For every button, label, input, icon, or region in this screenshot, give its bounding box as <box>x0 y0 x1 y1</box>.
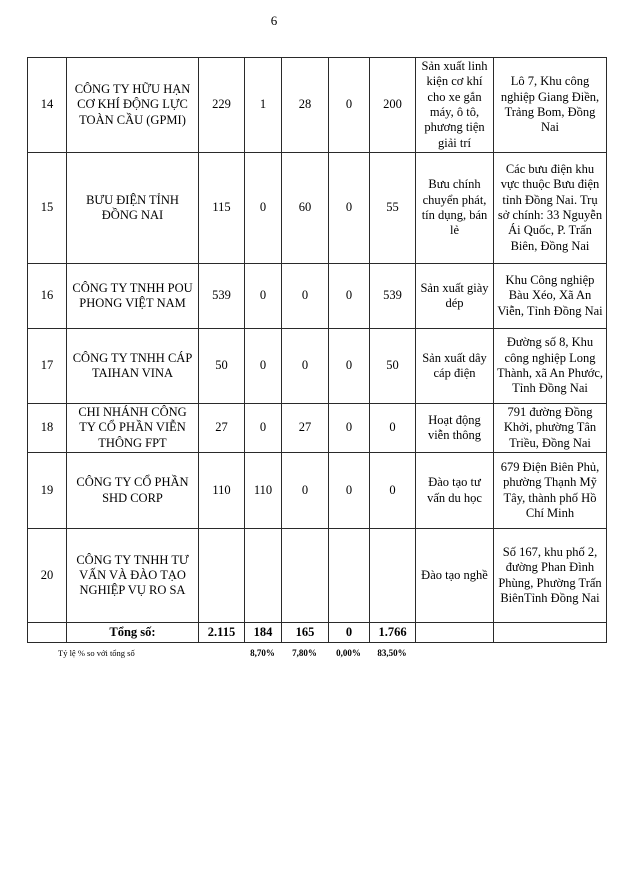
table-row <box>28 529 607 623</box>
table-row <box>28 453 607 529</box>
cell-industry: Sản xuất giày dép <box>416 264 494 329</box>
cell-num-2: 0 <box>282 264 329 329</box>
cell-num-3: 0 <box>329 453 370 529</box>
cell-address: Đường số 8, Khu công nghiệp Long Thành, xã An Phước, Tỉnh Đồng Nai <box>494 329 607 404</box>
cell-industry: Hoạt động viễn thông <box>416 404 494 453</box>
cell-num-4: 55 <box>370 153 416 264</box>
cell-num-3 <box>329 529 370 623</box>
cell-total: 229 <box>199 58 245 153</box>
table-row <box>28 404 607 453</box>
cell-num-1: 110 <box>245 453 282 529</box>
cell-total: 110 <box>199 453 245 529</box>
cell-row-number: 18 <box>28 404 67 453</box>
cell-industry: Sản xuất linh kiện cơ khí cho xe gắn máy, ô tô, phương tiện giải trí <box>416 58 494 153</box>
table-row <box>28 264 607 329</box>
cell-num-2: 0 <box>282 329 329 404</box>
cell-company-name: CÔNG TY TNHH CÁP TAIHAN VINA <box>67 329 199 404</box>
cell-total: 50 <box>199 329 245 404</box>
cell-company-name: CHI NHÁNH CÔNG TY CỔ PHẦN VIỄN THÔNG FPT <box>67 404 199 453</box>
cell-num-2: 60 <box>282 153 329 264</box>
cell-num-2: 0 <box>282 453 329 529</box>
cell-row-number: 20 <box>28 529 67 623</box>
total-label: Tổng số: <box>67 623 199 643</box>
cell-address: 679 Điện Biên Phủ, phường Thạnh Mỹ Tây, thành phố Hồ Chí Minh <box>494 453 607 529</box>
total-value: 184 <box>245 623 282 643</box>
cell-num-4: 200 <box>370 58 416 153</box>
cell-num-2 <box>282 529 329 623</box>
cell-industry: Bưu chính chuyển phát, tín dụng, bán lẻ <box>416 153 494 264</box>
table-row <box>28 153 607 264</box>
cell-industry: Đào tạo nghề <box>416 529 494 623</box>
cell-num-4: 0 <box>370 453 416 529</box>
cell-address: Lô 7, Khu công nghiệp Giang Điền, Trảng Bom, Đồng Nai <box>494 58 607 153</box>
cell-total: 539 <box>199 264 245 329</box>
total-value: 2.115 <box>199 623 245 643</box>
cell-empty <box>416 623 494 643</box>
cell-company-name: CÔNG TY TNHH POU PHONG VIỆT NAM <box>67 264 199 329</box>
companies-table <box>27 57 607 643</box>
cell-num-4: 539 <box>370 264 416 329</box>
cell-num-4: 0 <box>370 404 416 453</box>
cell-num-2: 27 <box>282 404 329 453</box>
cell-num-1: 0 <box>245 264 282 329</box>
cell-industry: Sản xuất dây cáp điện <box>416 329 494 404</box>
cell-num-3: 0 <box>329 264 370 329</box>
cell-num-1: 0 <box>245 329 282 404</box>
cell-empty <box>28 623 67 643</box>
cell-company-name: BƯU ĐIỆN TỈNH ĐỒNG NAI <box>67 153 199 264</box>
cell-total <box>199 529 245 623</box>
cell-num-1: 1 <box>245 58 282 153</box>
cell-num-3: 0 <box>329 58 370 153</box>
cell-row-number: 16 <box>28 264 67 329</box>
cell-address: 791 đường Đồng Khởi, phường Tân Triều, Đồng Nai <box>494 404 607 453</box>
cell-num-3: 0 <box>329 404 370 453</box>
cell-num-1: 0 <box>245 404 282 453</box>
cell-row-number: 14 <box>28 58 67 153</box>
total-value: 1.766 <box>370 623 416 643</box>
cell-num-3: 0 <box>329 153 370 264</box>
cell-total: 27 <box>199 404 245 453</box>
table-row <box>28 329 607 404</box>
percentage-value: 0,00% <box>336 648 361 658</box>
cell-address: Các bưu điện khu vực thuộc Bưu điện tỉnh Đồng Nai. Trụ sở chính: 33 Nguyễn Ái Quốc, P. Trấn Biên, Đồng Nai <box>494 153 607 264</box>
cell-company-name: CÔNG TY HỮU HẠN CƠ KHÍ ĐỘNG LỰC TOÀN CẦU (GPMI) <box>67 58 199 153</box>
cell-num-1 <box>245 529 282 623</box>
cell-industry: Đào tạo tư vấn du học <box>416 453 494 529</box>
cell-empty <box>494 623 607 643</box>
cell-company-name: CÔNG TY CỔ PHẦN SHD CORP <box>67 453 199 529</box>
cell-total: 115 <box>199 153 245 264</box>
percentage-value: 8,70% <box>250 648 275 658</box>
cell-company-name: CÔNG TY TNHH TƯ VẤN VÀ ĐÀO TẠO NGHIỆP VỤ RO SA <box>67 529 199 623</box>
cell-row-number: 19 <box>28 453 67 529</box>
cell-row-number: 17 <box>28 329 67 404</box>
cell-num-4 <box>370 529 416 623</box>
cell-row-number: 15 <box>28 153 67 264</box>
cell-num-3: 0 <box>329 329 370 404</box>
percentage-label: Tỷ lệ % so với tổng số <box>58 648 135 658</box>
total-value: 0 <box>329 623 370 643</box>
total-row <box>28 623 607 643</box>
percentage-value: 83,50% <box>377 648 407 658</box>
cell-num-2: 28 <box>282 58 329 153</box>
cell-address: Khu Công nghiệp Bàu Xéo, Xã An Viễn, Tỉnh Đồng Nai <box>494 264 607 329</box>
percentage-value: 7,80% <box>292 648 317 658</box>
table-row <box>28 58 607 153</box>
cell-num-1: 0 <box>245 153 282 264</box>
percentage-row <box>27 647 606 659</box>
cell-address: Số 167, khu phố 2, đường Phan Đình Phùng, Phường Trấn BiênTỉnh Đồng Nai <box>494 529 607 623</box>
total-value: 165 <box>282 623 329 643</box>
cell-num-4: 50 <box>370 329 416 404</box>
page-number: 6 <box>270 13 278 28</box>
